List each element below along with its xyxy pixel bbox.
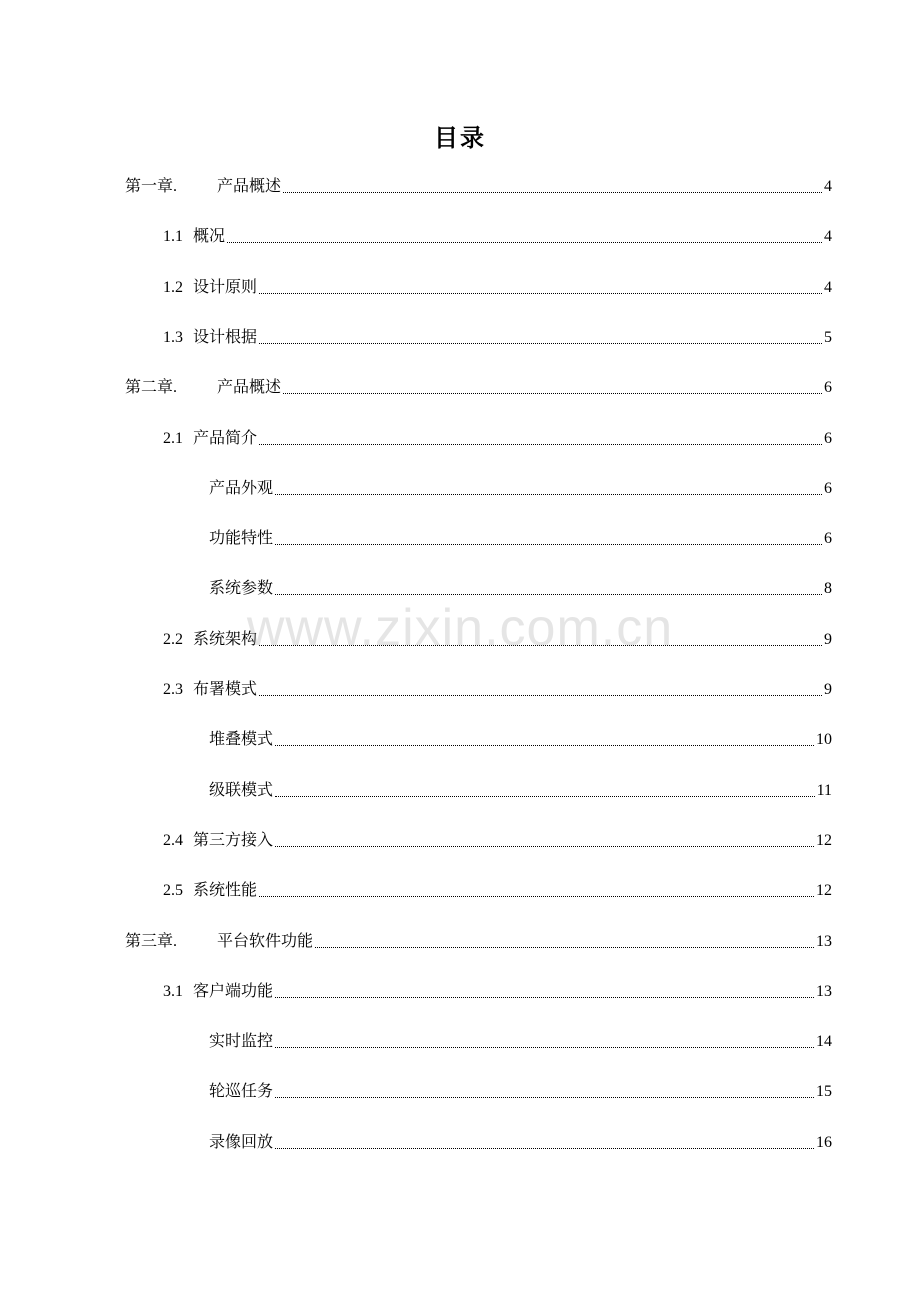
toc-dot-leader xyxy=(259,896,814,897)
toc-entry-number: 1.1 xyxy=(163,228,183,246)
toc-entry-number: 2.3 xyxy=(163,681,183,698)
toc-entry-number: 第二章. xyxy=(125,379,178,397)
toc-entry[interactable] xyxy=(209,476,832,502)
toc-entry-page-number: 6 xyxy=(824,379,832,397)
toc-entry[interactable] xyxy=(163,325,832,351)
toc-entry[interactable] xyxy=(209,576,832,602)
toc-entry-number: 2.5 xyxy=(163,882,183,900)
toc-dot-leader xyxy=(259,695,822,696)
toc-entry[interactable] xyxy=(163,878,832,904)
toc-dot-leader xyxy=(227,242,822,243)
toc-entry[interactable] xyxy=(209,1130,832,1156)
toc-entry-page-number: 6 xyxy=(824,479,832,497)
toc-entry-page-number: 14 xyxy=(816,1033,832,1051)
toc-entry-label: 系统性能 xyxy=(193,882,258,900)
toc-entry-label: 产品外观 xyxy=(209,479,274,497)
toc-entry-label: 功能特性 xyxy=(209,530,274,548)
toc-entry-page-number: 15 xyxy=(816,1083,832,1101)
toc-entry-page-number: 13 xyxy=(816,932,832,950)
toc-entry[interactable] xyxy=(125,174,832,200)
toc-entry-page-number: 6 xyxy=(824,530,832,548)
toc-entry-page-number: 9 xyxy=(824,681,832,698)
toc-entry-label: 概况 xyxy=(193,228,226,246)
toc-entry-page-number: 9 xyxy=(824,630,832,648)
toc-dot-leader xyxy=(275,594,822,595)
toc-entry-page-number: 6 xyxy=(824,429,832,447)
toc-dot-leader xyxy=(275,544,822,545)
toc-entry-label: 产品概述 xyxy=(217,178,282,195)
toc-entry[interactable] xyxy=(209,778,832,804)
toc-dot-leader xyxy=(275,1148,814,1149)
toc-entry-label: 平台软件功能 xyxy=(217,932,314,950)
toc-entry-number: 1.2 xyxy=(163,278,183,296)
toc-entry-label: 系统参数 xyxy=(209,580,274,598)
toc-entry-number: 3.1 xyxy=(163,982,183,1000)
toc-entry-page-number: 4 xyxy=(824,178,832,195)
toc-entry[interactable] xyxy=(163,224,832,250)
toc-entry-page-number: 16 xyxy=(816,1133,832,1151)
toc-entry-number: 2.4 xyxy=(163,831,183,849)
toc-dot-leader xyxy=(275,1097,814,1098)
toc-dot-leader xyxy=(259,645,822,646)
toc-entry[interactable] xyxy=(163,828,832,854)
toc-entry-page-number: 11 xyxy=(816,781,832,799)
toc-entry-label: 实时监控 xyxy=(209,1033,274,1051)
toc-entry-page-number: 13 xyxy=(816,982,832,1000)
toc-dot-leader xyxy=(259,293,822,294)
toc-dot-leader xyxy=(315,947,814,948)
toc-entry-number: 第三章. xyxy=(125,932,178,950)
toc-entry-label: 客户端功能 xyxy=(193,982,274,1000)
toc-dot-leader xyxy=(259,444,822,445)
toc-entry[interactable] xyxy=(163,677,832,703)
toc-entry-page-number: 8 xyxy=(824,580,832,598)
toc-dot-leader xyxy=(275,997,814,998)
toc-entry-page-number: 5 xyxy=(824,328,832,346)
toc-entry-label: 设计原则 xyxy=(193,278,258,296)
toc-entry-page-number: 12 xyxy=(816,831,832,849)
toc-entry-label: 设计根据 xyxy=(193,328,258,346)
toc-entry-number: 2.1 xyxy=(163,429,183,447)
toc-entry-page-number: 10 xyxy=(816,731,832,749)
toc-entry[interactable] xyxy=(209,727,832,753)
toc-entry-number: 第一章. xyxy=(125,178,178,195)
toc-entry[interactable] xyxy=(125,929,832,955)
toc-entry-label: 布署模式 xyxy=(193,681,258,698)
toc-entry[interactable] xyxy=(163,627,832,653)
toc-entry-number: 1.3 xyxy=(163,328,183,346)
toc-dot-leader xyxy=(283,393,822,394)
toc-entry[interactable] xyxy=(163,979,832,1005)
toc-entry-label: 第三方接入 xyxy=(193,831,274,849)
toc-entry-page-number: 4 xyxy=(824,228,832,246)
toc-entry-label: 产品简介 xyxy=(193,429,258,447)
toc-entry-label: 录像回放 xyxy=(209,1133,274,1151)
toc-entry[interactable] xyxy=(163,426,832,452)
toc-dot-leader xyxy=(275,796,815,797)
toc-entry-label: 堆叠模式 xyxy=(209,731,274,749)
toc-entry-label: 级联模式 xyxy=(209,781,274,799)
watermark: www.zixin.com.cn xyxy=(246,599,674,657)
page-title: 目录 xyxy=(434,126,486,152)
toc-entry[interactable] xyxy=(163,275,832,301)
toc-entry-label: 轮巡任务 xyxy=(209,1083,274,1101)
toc-entry-label: 系统架构 xyxy=(193,630,258,648)
toc-entry[interactable] xyxy=(209,1029,832,1055)
toc-dot-leader xyxy=(275,494,822,495)
toc-dot-leader xyxy=(275,1047,814,1048)
toc-dot-leader xyxy=(275,846,814,847)
toc-dot-leader xyxy=(283,192,822,193)
toc-entry[interactable] xyxy=(209,526,832,552)
toc-entry[interactable] xyxy=(209,1079,832,1105)
toc-dot-leader xyxy=(259,343,822,344)
toc-entry-number: 2.2 xyxy=(163,630,183,648)
toc-entry[interactable] xyxy=(125,375,832,401)
toc-dot-leader xyxy=(275,745,814,746)
toc-entry-page-number: 12 xyxy=(816,882,832,900)
toc-entry-page-number: 4 xyxy=(824,278,832,296)
toc-entry-label: 产品概述 xyxy=(217,379,282,397)
